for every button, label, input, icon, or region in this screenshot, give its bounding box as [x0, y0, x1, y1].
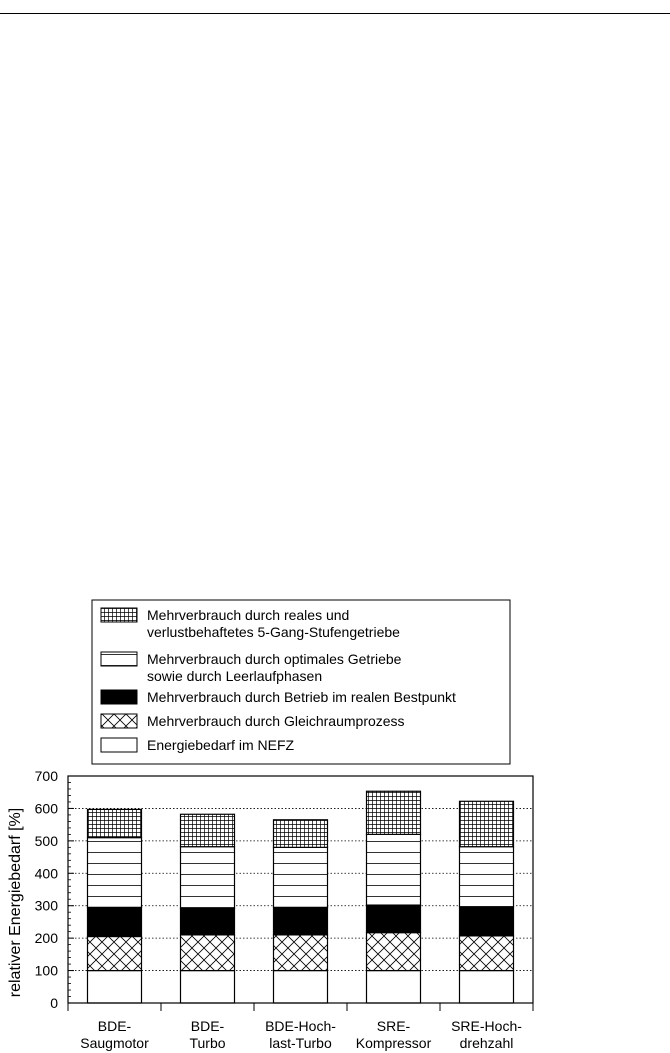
y-tick-label-400: 400 — [34, 865, 58, 882]
y-tick-label-600: 600 — [34, 800, 58, 817]
bar-segment-2-3 — [274, 847, 328, 907]
bar-segment-3-1 — [367, 933, 421, 971]
y-tick-label-100: 100 — [34, 962, 58, 979]
bar-segment-0-1 — [88, 937, 142, 971]
legend-swatch-crosshatch — [101, 714, 137, 728]
legend-label-1-1: sowie durch Leerlaufphasen — [147, 668, 323, 684]
legend-swatch-grid — [101, 608, 137, 622]
bar-segment-2-4 — [274, 820, 328, 848]
bar-segment-1-3 — [181, 847, 235, 909]
category-label-2-0: BDE-Hoch- — [265, 1018, 336, 1034]
bar-segment-0-4 — [88, 809, 142, 837]
bar-segment-4-4 — [460, 801, 514, 846]
y-tick-label-700: 700 — [34, 768, 58, 784]
bar-segment-4-2 — [460, 907, 514, 936]
bar-segment-1-2 — [181, 908, 235, 935]
category-label-4-1: drehzahl — [459, 1035, 514, 1051]
legend-label-4-0: Energiebedarf im NEFZ — [147, 737, 295, 753]
bar-segment-0-3 — [88, 838, 142, 908]
y-tick-label-0: 0 — [50, 995, 58, 1011]
category-label-4-0: SRE-Hoch- — [451, 1018, 522, 1034]
category-label-2-1: last-Turbo — [269, 1035, 332, 1051]
category-label-1-0: BDE- — [190, 1018, 225, 1034]
category-label-3-1: Kompressor — [355, 1035, 432, 1051]
legend-label-0-1: verlustbehaftetes 5-Gang-Stufengetriebe — [147, 624, 400, 640]
bar-segment-2-2 — [274, 907, 328, 935]
bar-segment-0-2 — [88, 907, 142, 936]
legend-label-1-0: Mehrverbrauch durch optimales Getriebe — [147, 651, 402, 667]
bar-segment-2-1 — [274, 935, 328, 971]
bar-segment-3-2 — [367, 905, 421, 933]
legend-swatch-solid-black — [101, 690, 137, 704]
bar-segment-2-0 — [274, 971, 328, 1003]
bars — [88, 791, 514, 1003]
legend-swatch-white — [101, 738, 137, 752]
legend-label-2-0: Mehrverbrauch durch Betrieb im realen Bestpunkt — [147, 689, 456, 705]
bar-segment-3-3 — [367, 834, 421, 905]
bar-segment-4-0 — [460, 971, 514, 1003]
y-tick-label-300: 300 — [34, 897, 58, 914]
legend-label-3-0: Mehrverbrauch durch Gleichraumprozess — [147, 713, 405, 729]
bar-segment-0-0 — [88, 971, 142, 1003]
bar-segment-1-4 — [181, 814, 235, 846]
legend — [92, 600, 510, 764]
category-label-3-0: SRE- — [376, 1018, 411, 1034]
bar-segment-4-3 — [460, 847, 514, 907]
legend-swatch-horizontal-lines — [101, 652, 137, 666]
category-label-1-1: Turbo — [189, 1035, 226, 1051]
legend-label-0-0: Mehrverbrauch durch reales und — [147, 607, 350, 623]
bar-segment-1-0 — [181, 971, 235, 1003]
bar-segment-3-4 — [367, 791, 421, 834]
labels — [7, 768, 522, 1051]
category-label-0-1: Saugmotor — [80, 1035, 149, 1051]
bar-segment-4-1 — [460, 936, 514, 971]
bar-segment-1-1 — [181, 935, 235, 971]
y-tick-label-500: 500 — [34, 832, 58, 849]
y-axis-label: relativer Energiebedarf [%] — [7, 807, 24, 998]
category-label-0-0: BDE- — [97, 1018, 132, 1034]
y-tick-label-200: 200 — [34, 930, 58, 947]
bar-segment-3-0 — [367, 971, 421, 1003]
